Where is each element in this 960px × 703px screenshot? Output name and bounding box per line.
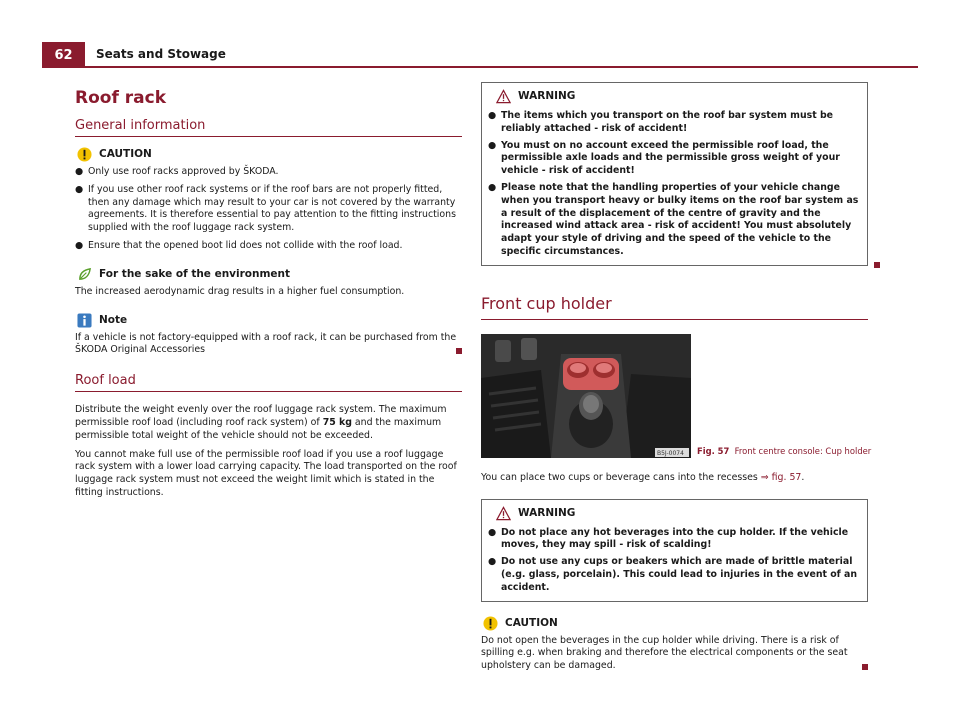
cup-holder-illustration [481,334,691,458]
caution-heading [75,147,462,162]
figure-link[interactable]: ⇒ fig. 57 [760,471,802,483]
figure-caption: Fig. 57 Front centre console: Cup holder [697,445,872,456]
section-end-mark [456,348,462,354]
roof-load-paragraph-2: You cannot make full use of the permissible roof load if you use a roof luggage rack system with a lower load carrying capacity. The load transported on the roof luggage rack system must not exceed the weight limit which is stated in the fitting instructions. [75,448,457,498]
warning-heading [494,506,861,521]
figure-57 [481,334,872,458]
cup-holder-text: You can place two cups or beverage cans into the recesses ⇒ fig. 57. [481,471,805,483]
caution-label: CAUTION [505,616,558,629]
right-column [481,82,872,679]
header-rule [85,66,918,68]
list-item: ● The items which you transport on the roof bar system must be reliably attached - risk of accident! [488,110,834,134]
warning-triangle-icon [496,506,511,521]
warning-heading [494,89,861,104]
section-end-mark [862,664,868,670]
list-item: ● Please note that the handling properties of your vehicle change when you transport heavy or bulky items on the roof bar system as a result of the displacement of the centre of gravity and the increased wind attack area - risk of accident! You must absolutely adapt your style of driving and the speed of the vehicle to the specific circumstances. [488,181,859,257]
page-header [0,0,960,70]
photo-code: B5J-0074 [657,449,684,457]
warning-label: WARNING [518,90,576,103]
caution-heading [481,616,868,631]
warning-label: WARNING [518,506,576,519]
environment-text: The increased aerodynamic drag results in a higher fuel consumption. [75,285,405,297]
cup-holder-photo [481,334,691,458]
note-label: Note [99,313,128,326]
roof-load-heading: Roof load [75,373,462,392]
note-heading [75,313,462,328]
roof-load-paragraph-1: Distribute the weight evenly over the roof luggage rack system. The maximum permissible roof load (including roof rack system) of 75 kg and the maximum permissible total weight of the vehicle should not be exceeded. [75,404,447,441]
warning-end [481,272,868,278]
warning-triangle-icon [496,89,511,104]
general-information-heading: General information [75,118,462,137]
list-item: ● Only use roof racks approved by ŠKODA. [75,166,279,177]
caution-icon [483,616,498,631]
caution-text: Do not open the beverages in the cup holder while driving. There is a risk of spilling e.g. when braking and therefore the electrical components or the seat upholstery can be damaged. [481,635,868,673]
caution-label: CAUTION [99,148,152,161]
front-cup-holder-heading: Front cup holder [481,294,868,320]
list-item: ● If you use other roof rack systems or if the roof bars are not properly fitted, then any damage which may result to your car is not covered by the warranty agreements. It is therefore essential to pay attention to the fitting instructions supplied with the roof luggage rack system. [75,183,456,234]
section-end-mark [874,262,880,268]
environment-label: For the sake of the environment [99,267,291,280]
caution-icon [77,147,92,162]
list-item: ● Ensure that the opened boot lid does not collide with the roof load. [75,239,403,251]
note-text: If a vehicle is not factory-equipped with a roof rack, it can be purchased from the ŠKODA Original Accessories [75,332,462,358]
roof-rack-title: Roof rack [75,88,167,108]
page-number: 62 [42,42,85,68]
section-title: Seats and Stowage [96,47,226,61]
environment-leaf-icon [77,267,92,282]
warning-box-cup [481,499,868,602]
list-item: ● You must on no account exceed the permissible roof load, the permissible axle loads and the permissible gross weight of your vehicle - risk of accident! [488,139,840,177]
list-item: ● Do not use any cups or beakers which are made of brittle material (e.g. glass, porcelain). This could lead to injuries in the event of an accident. [488,556,858,593]
left-column [75,82,462,506]
environment-heading [75,267,462,282]
list-item: ● Do not place any hot beverages into the cup holder. If the vehicle moves, they may spill - risk of scalding! [488,526,849,551]
warning-box-roof [481,82,868,266]
info-icon [77,313,92,328]
